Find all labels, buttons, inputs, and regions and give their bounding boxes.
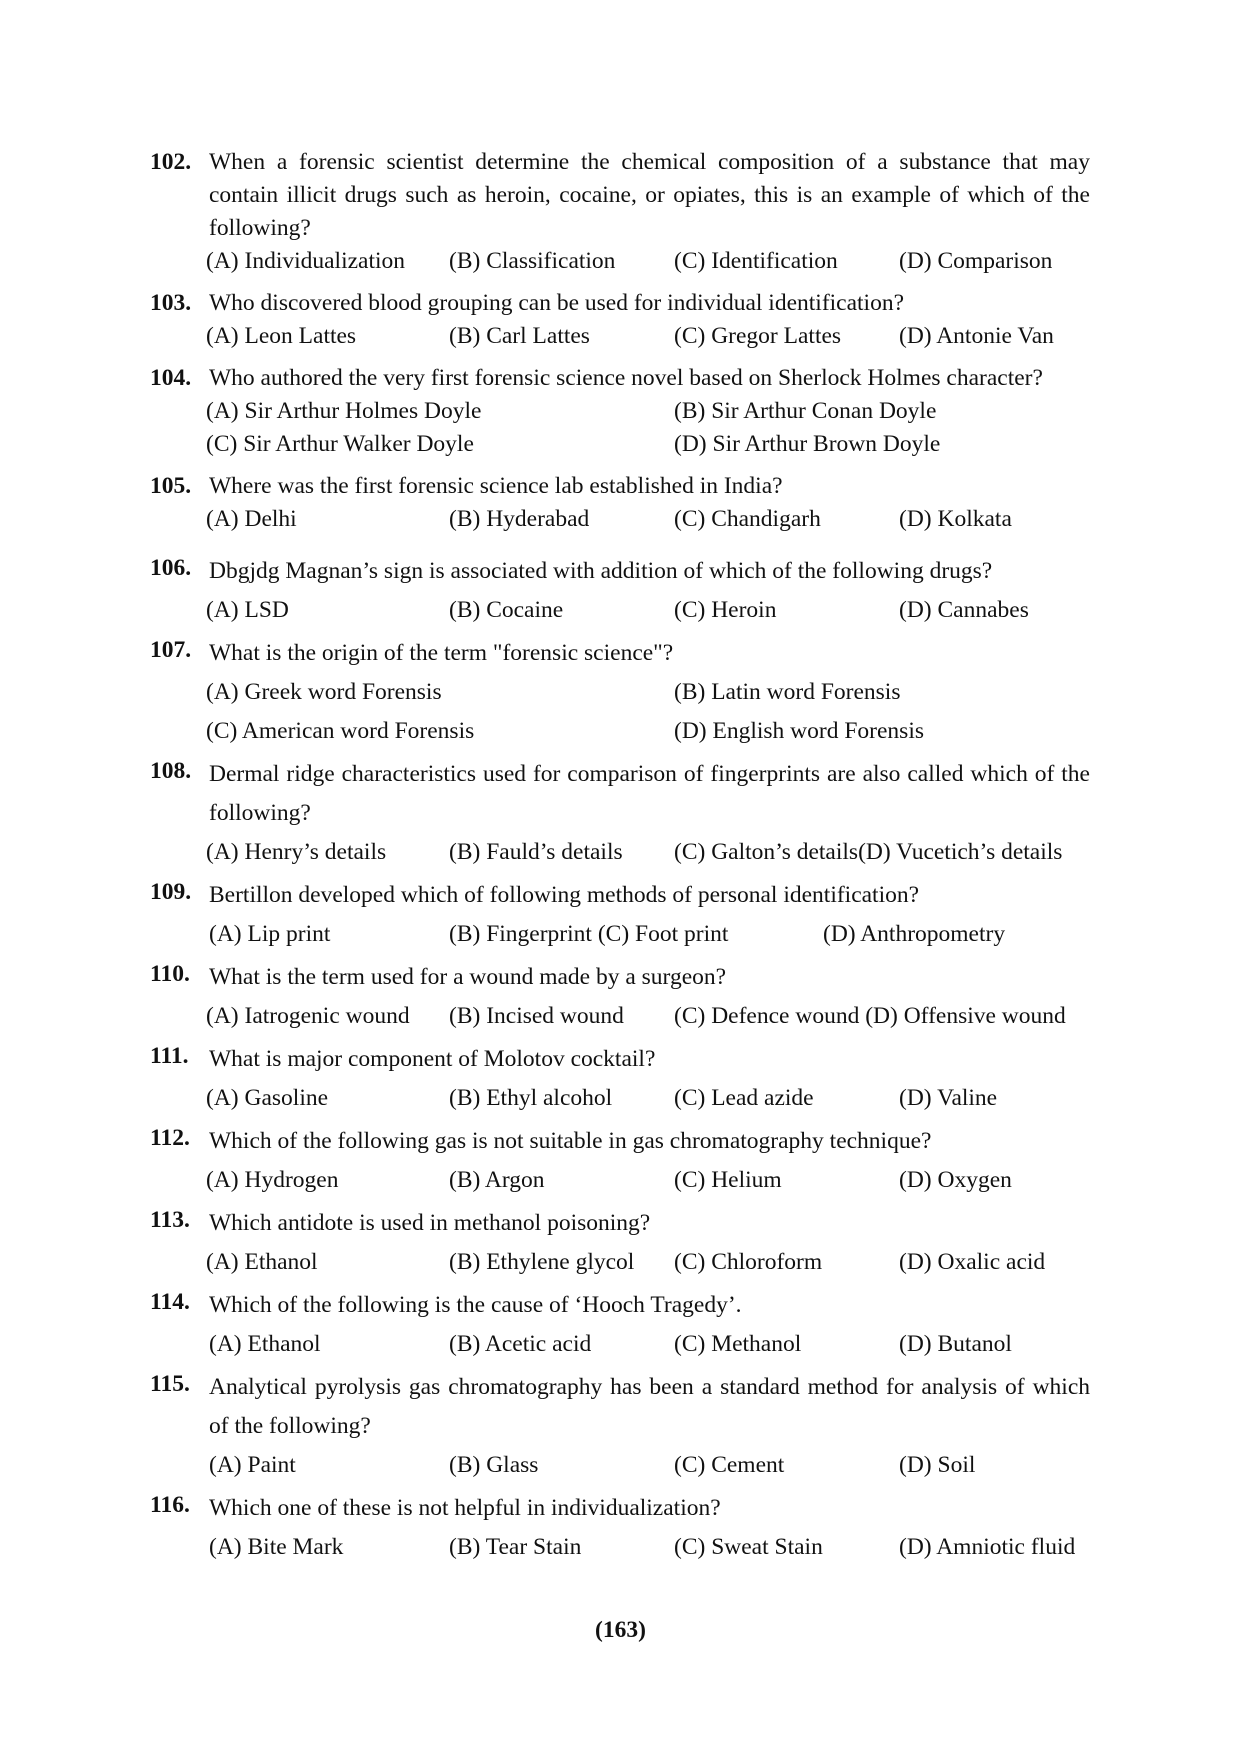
option-c: (C) Sir Arthur Walker Doyle: [206, 431, 474, 457]
option-a: (A) Iatrogenic wound: [206, 1003, 410, 1029]
question-number: 108.: [150, 758, 192, 784]
option-a: (A) Delhi: [206, 506, 297, 532]
question-number: 112.: [150, 1125, 190, 1151]
options-row: [206, 833, 1090, 872]
question-number: 115.: [150, 1371, 190, 1397]
option-b: (B) Cocaine: [449, 597, 564, 623]
options-row: [206, 503, 1090, 536]
option-d: (D) Valine: [899, 1085, 998, 1111]
option-c: (C) Defence wound: [674, 1003, 860, 1029]
option-a: (A) Sir Arthur Holmes Doyle: [206, 398, 482, 424]
question-105: [150, 470, 1090, 536]
option-d: (D) Anthropometry: [823, 921, 1006, 947]
question-text: What is major component of Molotov cocktail?: [209, 1046, 656, 1072]
question-115: [150, 1368, 1090, 1485]
option-a: (A) Ethanol: [209, 1331, 321, 1357]
options-row: [206, 997, 1090, 1036]
option-c: (C) Sweat Stain: [674, 1534, 823, 1560]
question-text: Who discovered blood grouping can be used for individual identification?: [209, 290, 905, 316]
option-d: (D) Sir Arthur Brown Doyle: [674, 431, 941, 457]
option-d: (D) Butanol: [899, 1331, 1012, 1357]
question-107: [150, 634, 1090, 751]
question-text: Dbgjdg Magnan’s sign is associated with addition of which of the following drugs?: [209, 558, 993, 584]
options-row: [206, 712, 1090, 751]
question-number: 104.: [150, 365, 192, 391]
options-row: [206, 395, 1090, 428]
question-number: 105.: [150, 473, 192, 499]
options-row: [209, 1528, 1090, 1567]
option-d: (D) Soil: [899, 1452, 976, 1478]
option-b: (B) Carl Lattes: [449, 323, 590, 349]
option-d: (D) Comparison: [899, 248, 1053, 274]
option-d: (D) Vucetich’s details: [858, 839, 1063, 865]
option-a: (A) Lip print: [209, 921, 331, 947]
question-text: Which of the following is the cause of ‘Hooch Tragedy’.: [209, 1292, 742, 1318]
question-113: [150, 1204, 1090, 1282]
option-c: (C) Foot print: [597, 921, 729, 947]
question-text: Who authored the very first forensic science novel based on Sherlock Holmes character?: [209, 365, 1043, 391]
option-a: (A) Bite Mark: [209, 1534, 344, 1560]
option-b: (B) Fauld’s details: [449, 839, 623, 865]
option-c: (C) Helium: [674, 1167, 782, 1193]
question-112: [150, 1122, 1090, 1200]
options-row: [209, 1325, 1090, 1364]
option-a: (A) Henry’s details: [206, 839, 387, 865]
question-111: [150, 1040, 1090, 1118]
option-b: (B) Ethyl alcohol: [449, 1085, 613, 1111]
question-number: 106.: [150, 555, 192, 581]
option-b: (B) Argon: [449, 1167, 545, 1193]
options-row: [206, 1243, 1090, 1282]
option-c: (C) Cement: [674, 1452, 785, 1478]
option-a: (A) LSD: [206, 597, 289, 623]
question-text: What is the term used for a wound made by a surgeon?: [209, 964, 727, 990]
question-number: 111.: [150, 1043, 189, 1069]
option-d: (D) Antonie Van: [899, 323, 1054, 349]
question-106: [150, 552, 1090, 630]
options-row: [209, 1446, 1090, 1485]
option-c: (C) Gregor Lattes: [674, 323, 842, 349]
options-row: [206, 673, 1090, 712]
question-103: [150, 287, 1090, 353]
options-row: [206, 1161, 1090, 1200]
page-number: (163): [595, 1617, 646, 1643]
question-number: 116.: [150, 1492, 190, 1518]
options-row: [206, 245, 1090, 278]
option-c-d: [674, 997, 1066, 1036]
option-b: (B) Incised wound: [449, 1003, 624, 1029]
question-114: [150, 1286, 1090, 1364]
option-a: (A) Ethanol: [206, 1249, 318, 1275]
option-c: [674, 833, 1062, 872]
option-b: (B) Acetic acid: [449, 1331, 592, 1357]
question-text: Dermal ridge characteristics used for comparison of fingerprints are also called which of the following?: [209, 761, 1090, 826]
option-b: (B) Classification: [449, 248, 616, 274]
question-number: 109.: [150, 879, 192, 905]
option-c-text: (C) Galton’s details: [674, 839, 859, 865]
option-d: (D) Offensive wound: [865, 1003, 1066, 1029]
option-d: (D) Amniotic fluid: [899, 1534, 1076, 1560]
option-c: (C) Identification: [674, 248, 838, 274]
question-109: [150, 876, 1090, 954]
option-a: (A) Greek word Forensis: [206, 679, 442, 705]
question-text: What is the origin of the term "forensic science"?: [209, 640, 674, 666]
option-c: (C) Chandigarh: [674, 506, 821, 532]
option-b: (B) Ethylene glycol: [449, 1249, 635, 1275]
question-110: [150, 958, 1090, 1036]
option-a: (A) Paint: [209, 1452, 296, 1478]
option-b: (B) Tear Stain: [449, 1534, 582, 1560]
option-c: (C) American word Forensis: [206, 718, 475, 744]
option-b: (B) Latin word Forensis: [674, 679, 901, 705]
option-d: (D) Kolkata: [899, 506, 1012, 532]
question-text: Where was the first forensic science lab established in India?: [209, 473, 783, 499]
option-b: (B) Sir Arthur Conan Doyle: [674, 398, 937, 424]
option-d: (D) Oxygen: [899, 1167, 1012, 1193]
option-a: (A) Leon Lattes: [206, 323, 357, 349]
option-b-c: [449, 915, 728, 954]
question-116: [150, 1489, 1090, 1567]
question-text: When a forensic scientist determine the chemical composition of a substance that may contain illicit drugs such as heroin, cocaine, or opiates, this is an example of which of the following?: [209, 149, 1090, 241]
question-number: 103.: [150, 290, 192, 316]
options-row: [206, 1079, 1090, 1118]
option-b: (B) Fingerprint: [449, 921, 592, 947]
options-row: [206, 591, 1090, 630]
question-number: 107.: [150, 637, 192, 663]
options-row: [206, 428, 1090, 461]
option-c: (C) Lead azide: [674, 1085, 814, 1111]
option-b: (B) Glass: [449, 1452, 539, 1478]
question-text: Which antidote is used in methanol poisoning?: [209, 1210, 651, 1236]
option-c: (C) Methanol: [674, 1331, 802, 1357]
question-text: Analytical pyrolysis gas chromatography has been a standard method for analysis of which of the following?: [209, 1374, 1090, 1439]
question-text: Bertillon developed which of following methods of personal identification?: [209, 882, 920, 908]
option-b: (B) Hyderabad: [449, 506, 590, 532]
question-page: [150, 146, 1090, 1571]
option-a: (A) Gasoline: [206, 1085, 329, 1111]
option-a: (A) Hydrogen: [206, 1167, 339, 1193]
question-108: [150, 755, 1090, 872]
question-102: [150, 146, 1090, 278]
question-number: 110.: [150, 961, 190, 987]
option-a: (A) Individualization: [206, 248, 406, 274]
question-number: 102.: [150, 149, 192, 175]
options-row: [206, 320, 1090, 353]
question-text: Which one of these is not helpful in individualization?: [209, 1495, 721, 1521]
question-number: 114.: [150, 1289, 190, 1315]
question-104: [150, 362, 1090, 461]
option-c: (C) Chloroform: [674, 1249, 823, 1275]
option-d: (D) English word Forensis: [674, 718, 924, 744]
option-d: (D) Cannabes: [899, 597, 1029, 623]
question-text: Which of the following gas is not suitable in gas chromatography technique?: [209, 1128, 932, 1154]
option-c: (C) Heroin: [674, 597, 777, 623]
options-row: [209, 915, 1090, 954]
question-number: 113.: [150, 1207, 190, 1233]
option-d: (D) Oxalic acid: [899, 1249, 1046, 1275]
